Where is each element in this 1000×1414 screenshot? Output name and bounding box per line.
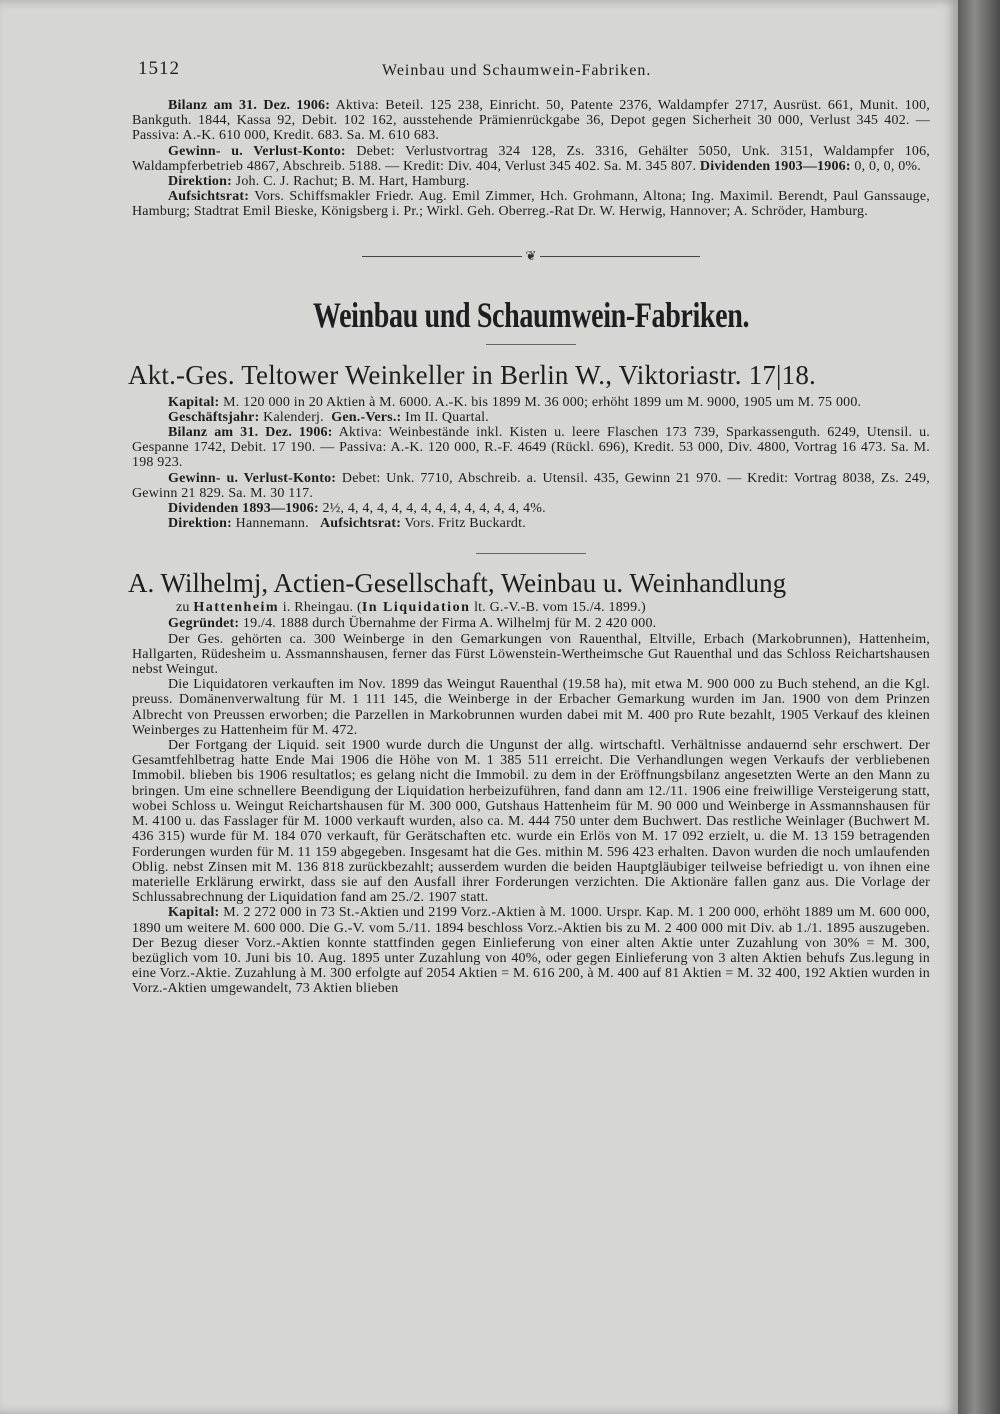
wilhelmj-paragraph-3: Der Fortgang der Liquid. seit 1900 wurde durch die Ungunst der allg. wirtschaftl. Verhältnisse andauernd sehr erschwert. Der Gesamtfehlbetrag hatte Ende Mai 1906 die Höhe von M. 1 385 511 erreicht. Die Verhandlungen wegen Verkaufs der verbliebenen Immobil. blieben bis 1906 resultatlos; es gelang nicht die Immobil. zu dem in der Eröffnungsbilanz angesetzten Werte an den Mann zu bringen. Um eine schnellere Beendigung der Liquidation herbeizuführen, fand dann am 12./11. 1906 eine freiwillige Versteigerung statt, wobei Schloss u. Weingut Reichartshausen für M. 300 000, Gutshaus Hattenheim für M. 90 000 und Weinberge in Assmannshausen für M. 4100 u. das Fasslager für M. 1000 verkauft wurden, also ca. M. 444 750 unter dem Buchwert. Das restliche Weinlager (Buchwert M. 436 315) wurde für M. 184 070 verkauft, für Gerätschaften etc. wurde ein Erlös von M. 17 092 erzielt, u. die M. 13 159 betragenden Forderungen wurden für M. 11 159 abgegeben. Insgesamt hat die Ges. mithin M. 596 423 erhalten. Davon wurden die noch umlaufenden Oblig. nebst Zinsen mit M. 136 818 zurückbezahlt; ausserdem wurden die beiden Hauptgläubiger teilweise befriedigt u. von ihnen eine materielle Erklärung erwirkt, dass sie auf den Ausfall ihrer Forderungen verzichten. Die Aktionäre fallen ganz aus. Die Vorlage der Schlussabrechnung der Liquidation fand am 25./2. 1907 statt. xyxy=(132,738,930,906)
top-direktion: Direktion: Joh. C. J. Rachut; B. M. Hart, Hamburg. xyxy=(168,174,470,190)
page-number: 1512 xyxy=(138,58,180,79)
section-rule xyxy=(486,344,576,345)
entry-wilhelmj xyxy=(128,568,930,997)
top-aufsichtsrat: Aufsichtsrat: Vors. Schiffsmakler Friedr. Aug. Emil Zimmer, Hch. Grohmann, Altona; Ing. Maximil. Berendt, Paul Ganssauge, Hamburg; Stadtrat Emil Bieske, Königsberg i. Pr.; Wirkl. Geh. Oberreg.-Rat Dr. W. Herwig, Hannover; A. Schröder, Hamburg. xyxy=(132,189,930,220)
running-title: Weinbau und Schaumwein-Fabriken. xyxy=(382,62,652,79)
wilhelmj-subtitle: zu Hattenheim i. Rheingau. (In Liquidation lt. G.-V.-B. vom 15./4. 1899.) xyxy=(176,600,646,616)
top-bilanz: Bilanz am 31. Dez. 1906: Aktiva: Beteil. 125 238, Einricht. 50, Patente 2376, Waldampfer 2717, Ausrüst. 661, Munit. 100, Bankguth. 1844, Kassa 92, Debit. 102 162, ausstehende Prämienrückgabe 36, Depot gegen Sicherheit 30 000, Verlust 345 402. — Passiva: A.-K. 610 000, Kredit. 683. Sa. M. 610 683. xyxy=(132,98,930,144)
teltower-company-name: Akt.-Ges. Teltower Weinkeller in Berlin W., Viktoriastr. 17|18. xyxy=(128,359,816,390)
top-entry xyxy=(132,98,930,220)
wilhelmj-gegruendet: Gegründet: 19./4. 1888 durch Übernahme der Firma A. Wilhelmj für M. 2 420 000. xyxy=(168,616,657,632)
running-header xyxy=(132,52,930,86)
teltower-direktion: Direktion: Hannemann. Aufsichtsrat: Vors. Fritz Buckardt. xyxy=(168,516,526,532)
wilhelmj-company-name: A. Wilhelmj, Actien-Gesellschaft, Weinbau u. Weinhandlung xyxy=(128,568,787,599)
entry-divider xyxy=(476,553,586,554)
wilhelmj-paragraph-1: Der Ges. gehörten ca. 300 Weinberge in den Gemarkungen von Rauenthal, Eltville, Erbach (Markobrunnen), Hattenheim, Hallgarten, Rüdesheim u. Assmannshausen, ferner das Fürst Löwenstein-Wertheimsche Gut Rauenthal und das Schloss Reichartshausen nebst Weingut. xyxy=(132,631,930,678)
top-gewinn: Gewinn- u. Verlust-Konto: Debet: Verlustvortrag 324 128, Zs. 3316, Gehälter 5050, Unk. 3151, Waldampfer 106, Waldampferbetrieb 4867, Abschreib. 5188. — Kredit: Div. 404, Verlust 345 402. Sa. M. 345 807. Dividenden 1903—1906: 0, 0, 0, 0%. xyxy=(132,143,930,174)
teltower-geschaeftsjahr: Geschäftsjahr: Kalenderj. Gen.-Vers.: Im II. Quartal. xyxy=(168,409,489,425)
entry-teltower xyxy=(128,359,930,532)
teltower-kapital: Kapital: M. 120 000 in 20 Aktien à M. 6000. A.-K. bis 1899 M. 36 000; erhöht 1899 um M. 9000, 1905 um M. 75 000. xyxy=(168,394,862,410)
ornament-icon: ❦ xyxy=(525,247,537,263)
wilhelmj-kapital: Kapital: M. 2 272 000 in 73 St.-Aktien und 2199 Vorz.-Aktien à M. 1000. Urspr. Kap. M. 1 200 000, erhöht 1889 um M. 600 000, 1890 um weitere M. 600 000. Die G.-V. vom 5./11. 1894 beschloss Vorz.-Aktien bis zu M. 2 400 000 mit Div. ab 1./1. 1895 auszugeben. Der Bezug dieser Vorz.-Aktien konnte stattfinden gegen Einlieferung von einer alten Aktie unter Zuzahlung von 30% = M. 300, bezüglich vom 10. Juni bis 10. Aug. 1895 unter Zuzahlung von 40%, oder gegen Einlieferung von 3 alten Aktien behufs Zus.legung in eine Vorz.-Aktie. Zuzahlung à M. 300 erfolgte auf 2054 Aktien = M. 616 200, à M. 400 auf 81 Aktien = M. 32 400, 192 Aktien wurden in Vorz.-Aktien umgewandelt, 73 Aktien blieben xyxy=(132,905,930,997)
teltower-gewinn: Gewinn- u. Verlust-Konto: Debet: Unk. 7710, Abschreib. a. Utensil. 435, Gewinn 21 970. — Kredit: Vortrag 8038, Zs. 249, Gewinn 21 829. Sa. M. 30 117. xyxy=(132,470,930,501)
section-ornament xyxy=(132,248,930,264)
teltower-bilanz: Bilanz am 31. Dez. 1906: Aktiva: Weinbestände inkl. Kisten u. leere Flaschen 173 739, Sparkassenguth. 6249, Utensil. u. Gespanne 1742, Debit. 17 190. — Passiva: A.-K. 120 000, R.-F. 4649 (Rückl. 696), Kredit. 53 000, Div. 4800, Vortrag 16 473. Sa. M. 198 923. xyxy=(132,425,930,471)
page-edge xyxy=(958,0,1000,1414)
wilhelmj-paragraph-2: Die Liquidatoren verkauften im Nov. 1899 das Weingut Rauenthal (19.58 ha), mit etwa M. 900 000 zu Buch stehend, an die Kgl. preuss. Domänenverwaltung für M. 1 111 145, die Weinberge in der Erbacher Gemarkung wurden im Jan. 1900 von dem Prinzen Albrecht von Preussen erworben; die Parzellen in Markobrunnen wurden dabei mit M. 400 pro Rute bezahlt, 1905 Verkauf des kleinen Weinberges zu Hattenheim für M. 472. xyxy=(132,677,930,738)
teltower-dividenden: Dividenden 1893—1906: 2½, 4, 4, 4, 4, 4, 4, 4, 4, 4, 4, 4, 4, 4%. xyxy=(168,501,546,517)
section-title: Weinbau und Schaumwein-Fabriken. xyxy=(312,294,750,335)
page-content xyxy=(128,52,930,997)
